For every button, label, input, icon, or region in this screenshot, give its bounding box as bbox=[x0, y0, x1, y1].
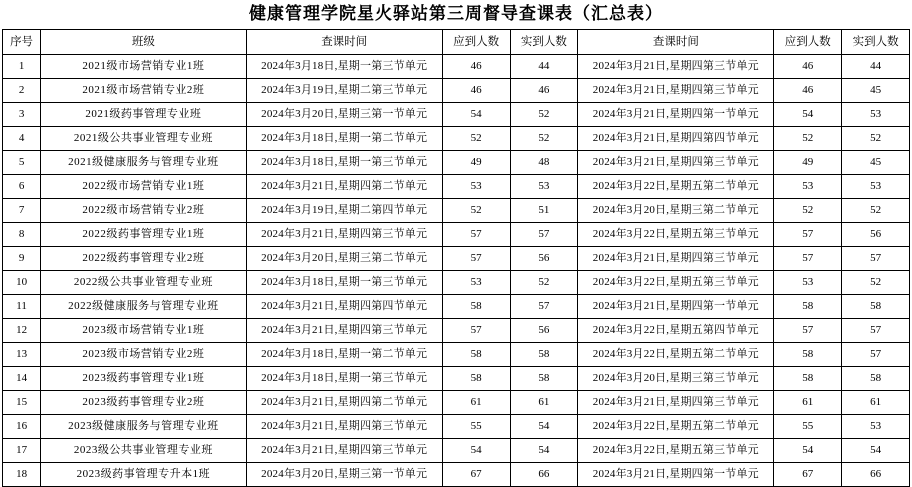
table-row bbox=[3, 79, 910, 103]
cell-actual-1: 54 bbox=[510, 415, 578, 439]
cell-time-2: 2024年3月21日,星期四第四节单元 bbox=[578, 127, 774, 151]
column-header-time-1: 查课时间 bbox=[246, 30, 442, 55]
table-row bbox=[3, 391, 910, 415]
cell-should-1: 46 bbox=[442, 55, 510, 79]
cell-index: 5 bbox=[3, 151, 41, 175]
cell-actual-1: 58 bbox=[510, 343, 578, 367]
cell-time-2: 2024年3月20日,星期三第二节单元 bbox=[578, 199, 774, 223]
cell-time-2: 2024年3月22日,星期五第三节单元 bbox=[578, 223, 774, 247]
cell-time-2: 2024年3月21日,星期四第一节单元 bbox=[578, 463, 774, 487]
cell-actual-1: 48 bbox=[510, 151, 578, 175]
cell-class: 2022级市场营销专业2班 bbox=[41, 199, 247, 223]
cell-time-1: 2024年3月21日,星期四第三节单元 bbox=[246, 415, 442, 439]
cell-class: 2023级公共事业管理专业班 bbox=[41, 439, 247, 463]
cell-should-1: 54 bbox=[442, 439, 510, 463]
cell-time-2: 2024年3月20日,星期三第三节单元 bbox=[578, 367, 774, 391]
table-row bbox=[3, 343, 910, 367]
cell-time-1: 2024年3月21日,星期四第三节单元 bbox=[246, 319, 442, 343]
table-row bbox=[3, 463, 910, 487]
cell-actual-2: 45 bbox=[842, 79, 910, 103]
cell-actual-1: 44 bbox=[510, 55, 578, 79]
table-row bbox=[3, 271, 910, 295]
cell-actual-2: 44 bbox=[842, 55, 910, 79]
cell-index: 11 bbox=[3, 295, 41, 319]
cell-actual-1: 56 bbox=[510, 247, 578, 271]
cell-index: 6 bbox=[3, 175, 41, 199]
table-row bbox=[3, 367, 910, 391]
table-row bbox=[3, 247, 910, 271]
cell-time-2: 2024年3月21日,星期四第三节单元 bbox=[578, 247, 774, 271]
cell-actual-2: 45 bbox=[842, 151, 910, 175]
cell-time-1: 2024年3月21日,星期四第二节单元 bbox=[246, 391, 442, 415]
cell-should-1: 52 bbox=[442, 199, 510, 223]
cell-index: 15 bbox=[3, 391, 41, 415]
column-header-should-2: 应到人数 bbox=[774, 30, 842, 55]
cell-index: 2 bbox=[3, 79, 41, 103]
cell-actual-1: 53 bbox=[510, 175, 578, 199]
cell-actual-2: 54 bbox=[842, 439, 910, 463]
cell-index: 4 bbox=[3, 127, 41, 151]
cell-class: 2022级药事管理专业2班 bbox=[41, 247, 247, 271]
column-header-actual-2: 实到人数 bbox=[842, 30, 910, 55]
cell-class: 2021级公共事业管理专业班 bbox=[41, 127, 247, 151]
cell-should-2: 58 bbox=[774, 343, 842, 367]
cell-time-2: 2024年3月22日,星期五第二节单元 bbox=[578, 175, 774, 199]
cell-actual-2: 56 bbox=[842, 223, 910, 247]
cell-should-1: 46 bbox=[442, 79, 510, 103]
cell-time-2: 2024年3月22日,星期五第二节单元 bbox=[578, 415, 774, 439]
table-row bbox=[3, 319, 910, 343]
cell-actual-2: 57 bbox=[842, 247, 910, 271]
cell-should-2: 67 bbox=[774, 463, 842, 487]
cell-class: 2022级公共事业管理专业班 bbox=[41, 271, 247, 295]
cell-should-2: 58 bbox=[774, 295, 842, 319]
cell-index: 18 bbox=[3, 463, 41, 487]
cell-actual-2: 52 bbox=[842, 127, 910, 151]
cell-index: 3 bbox=[3, 103, 41, 127]
cell-actual-1: 66 bbox=[510, 463, 578, 487]
table-row bbox=[3, 175, 910, 199]
cell-should-2: 61 bbox=[774, 391, 842, 415]
cell-time-1: 2024年3月21日,星期四第四节单元 bbox=[246, 295, 442, 319]
cell-should-1: 67 bbox=[442, 463, 510, 487]
cell-actual-1: 52 bbox=[510, 103, 578, 127]
table-row bbox=[3, 103, 910, 127]
table-row bbox=[3, 127, 910, 151]
table-row bbox=[3, 223, 910, 247]
cell-time-2: 2024年3月21日,星期四第一节单元 bbox=[578, 103, 774, 127]
cell-time-1: 2024年3月21日,星期四第三节单元 bbox=[246, 223, 442, 247]
cell-time-1: 2024年3月18日,星期一第三节单元 bbox=[246, 151, 442, 175]
cell-should-1: 55 bbox=[442, 415, 510, 439]
cell-should-1: 57 bbox=[442, 319, 510, 343]
cell-should-1: 58 bbox=[442, 367, 510, 391]
cell-actual-1: 61 bbox=[510, 391, 578, 415]
cell-time-1: 2024年3月18日,星期一第二节单元 bbox=[246, 343, 442, 367]
cell-should-2: 57 bbox=[774, 223, 842, 247]
cell-should-2: 54 bbox=[774, 439, 842, 463]
cell-index: 1 bbox=[3, 55, 41, 79]
cell-class: 2022级药事管理专业1班 bbox=[41, 223, 247, 247]
cell-time-1: 2024年3月18日,星期一第三节单元 bbox=[246, 271, 442, 295]
cell-index: 7 bbox=[3, 199, 41, 223]
cell-actual-1: 57 bbox=[510, 223, 578, 247]
cell-should-2: 57 bbox=[774, 247, 842, 271]
cell-actual-1: 58 bbox=[510, 367, 578, 391]
cell-actual-2: 52 bbox=[842, 271, 910, 295]
cell-actual-2: 52 bbox=[842, 199, 910, 223]
cell-index: 8 bbox=[3, 223, 41, 247]
table-row bbox=[3, 295, 910, 319]
cell-should-1: 54 bbox=[442, 103, 510, 127]
cell-index: 10 bbox=[3, 271, 41, 295]
cell-should-2: 53 bbox=[774, 271, 842, 295]
cell-should-1: 61 bbox=[442, 391, 510, 415]
cell-should-1: 57 bbox=[442, 223, 510, 247]
cell-should-2: 46 bbox=[774, 79, 842, 103]
table-row bbox=[3, 415, 910, 439]
cell-actual-2: 57 bbox=[842, 319, 910, 343]
cell-class: 2023级药事管理专升本1班 bbox=[41, 463, 247, 487]
table-row bbox=[3, 151, 910, 175]
cell-actual-1: 56 bbox=[510, 319, 578, 343]
cell-time-2: 2024年3月21日,星期四第三节单元 bbox=[578, 79, 774, 103]
cell-class: 2021级市场营销专业1班 bbox=[41, 55, 247, 79]
cell-time-1: 2024年3月20日,星期三第一节单元 bbox=[246, 463, 442, 487]
cell-should-1: 58 bbox=[442, 295, 510, 319]
cell-should-2: 55 bbox=[774, 415, 842, 439]
cell-actual-2: 53 bbox=[842, 415, 910, 439]
cell-should-1: 49 bbox=[442, 151, 510, 175]
cell-time-1: 2024年3月20日,星期三第一节单元 bbox=[246, 103, 442, 127]
cell-index: 9 bbox=[3, 247, 41, 271]
cell-actual-2: 58 bbox=[842, 367, 910, 391]
attendance-table bbox=[2, 29, 910, 487]
cell-should-2: 49 bbox=[774, 151, 842, 175]
cell-time-1: 2024年3月18日,星期一第三节单元 bbox=[246, 367, 442, 391]
cell-actual-2: 57 bbox=[842, 343, 910, 367]
column-header-actual-1: 实到人数 bbox=[510, 30, 578, 55]
cell-class: 2023级药事管理专业2班 bbox=[41, 391, 247, 415]
cell-time-2: 2024年3月22日,星期五第三节单元 bbox=[578, 271, 774, 295]
column-header-time-2: 查课时间 bbox=[578, 30, 774, 55]
cell-class: 2022级健康服务与管理专业班 bbox=[41, 295, 247, 319]
cell-should-2: 46 bbox=[774, 55, 842, 79]
cell-actual-1: 52 bbox=[510, 271, 578, 295]
cell-time-2: 2024年3月21日,星期四第三节单元 bbox=[578, 55, 774, 79]
cell-time-1: 2024年3月18日,星期一第三节单元 bbox=[246, 55, 442, 79]
cell-time-2: 2024年3月21日,星期四第三节单元 bbox=[578, 151, 774, 175]
cell-class: 2021级健康服务与管理专业班 bbox=[41, 151, 247, 175]
cell-class: 2023级健康服务与管理专业班 bbox=[41, 415, 247, 439]
table-body bbox=[3, 55, 910, 487]
cell-should-2: 54 bbox=[774, 103, 842, 127]
cell-actual-2: 53 bbox=[842, 175, 910, 199]
table-row bbox=[3, 199, 910, 223]
cell-should-1: 57 bbox=[442, 247, 510, 271]
cell-class: 2021级药事管理专业班 bbox=[41, 103, 247, 127]
cell-time-1: 2024年3月21日,星期四第三节单元 bbox=[246, 439, 442, 463]
cell-index: 13 bbox=[3, 343, 41, 367]
cell-should-1: 52 bbox=[442, 127, 510, 151]
cell-should-1: 58 bbox=[442, 343, 510, 367]
cell-time-2: 2024年3月22日,星期五第三节单元 bbox=[578, 439, 774, 463]
cell-time-2: 2024年3月21日,星期四第一节单元 bbox=[578, 295, 774, 319]
cell-actual-2: 58 bbox=[842, 295, 910, 319]
cell-time-1: 2024年3月19日,星期二第四节单元 bbox=[246, 199, 442, 223]
cell-actual-1: 57 bbox=[510, 295, 578, 319]
table-row bbox=[3, 55, 910, 79]
cell-actual-2: 66 bbox=[842, 463, 910, 487]
cell-actual-1: 52 bbox=[510, 127, 578, 151]
header-row bbox=[3, 30, 910, 55]
cell-should-2: 52 bbox=[774, 127, 842, 151]
cell-class: 2023级药事管理专业1班 bbox=[41, 367, 247, 391]
cell-index: 12 bbox=[3, 319, 41, 343]
cell-class: 2023级市场营销专业1班 bbox=[41, 319, 247, 343]
cell-time-2: 2024年3月22日,星期五第二节单元 bbox=[578, 343, 774, 367]
cell-class: 2021级市场营销专业2班 bbox=[41, 79, 247, 103]
cell-time-1: 2024年3月20日,星期三第二节单元 bbox=[246, 247, 442, 271]
cell-should-2: 52 bbox=[774, 199, 842, 223]
cell-should-2: 53 bbox=[774, 175, 842, 199]
cell-should-1: 53 bbox=[442, 175, 510, 199]
column-header-index: 序号 bbox=[3, 30, 41, 55]
cell-time-1: 2024年3月21日,星期四第二节单元 bbox=[246, 175, 442, 199]
cell-actual-2: 53 bbox=[842, 103, 910, 127]
cell-should-1: 53 bbox=[442, 271, 510, 295]
cell-actual-1: 54 bbox=[510, 439, 578, 463]
table-row bbox=[3, 439, 910, 463]
cell-actual-1: 51 bbox=[510, 199, 578, 223]
cell-class: 2023级市场营销专业2班 bbox=[41, 343, 247, 367]
cell-index: 14 bbox=[3, 367, 41, 391]
page-title: 健康管理学院星火驿站第三周督导查课表（汇总表） bbox=[249, 4, 663, 23]
cell-index: 17 bbox=[3, 439, 41, 463]
cell-time-1: 2024年3月19日,星期二第三节单元 bbox=[246, 79, 442, 103]
cell-class: 2022级市场营销专业1班 bbox=[41, 175, 247, 199]
cell-time-2: 2024年3月21日,星期四第三节单元 bbox=[578, 391, 774, 415]
cell-actual-2: 61 bbox=[842, 391, 910, 415]
cell-actual-1: 46 bbox=[510, 79, 578, 103]
column-header-should-1: 应到人数 bbox=[442, 30, 510, 55]
table-header bbox=[3, 30, 910, 55]
cell-should-2: 58 bbox=[774, 367, 842, 391]
cell-index: 16 bbox=[3, 415, 41, 439]
cell-time-2: 2024年3月22日,星期五第四节单元 bbox=[578, 319, 774, 343]
cell-time-1: 2024年3月18日,星期一第二节单元 bbox=[246, 127, 442, 151]
column-header-class: 班级 bbox=[41, 30, 247, 55]
cell-should-2: 57 bbox=[774, 319, 842, 343]
